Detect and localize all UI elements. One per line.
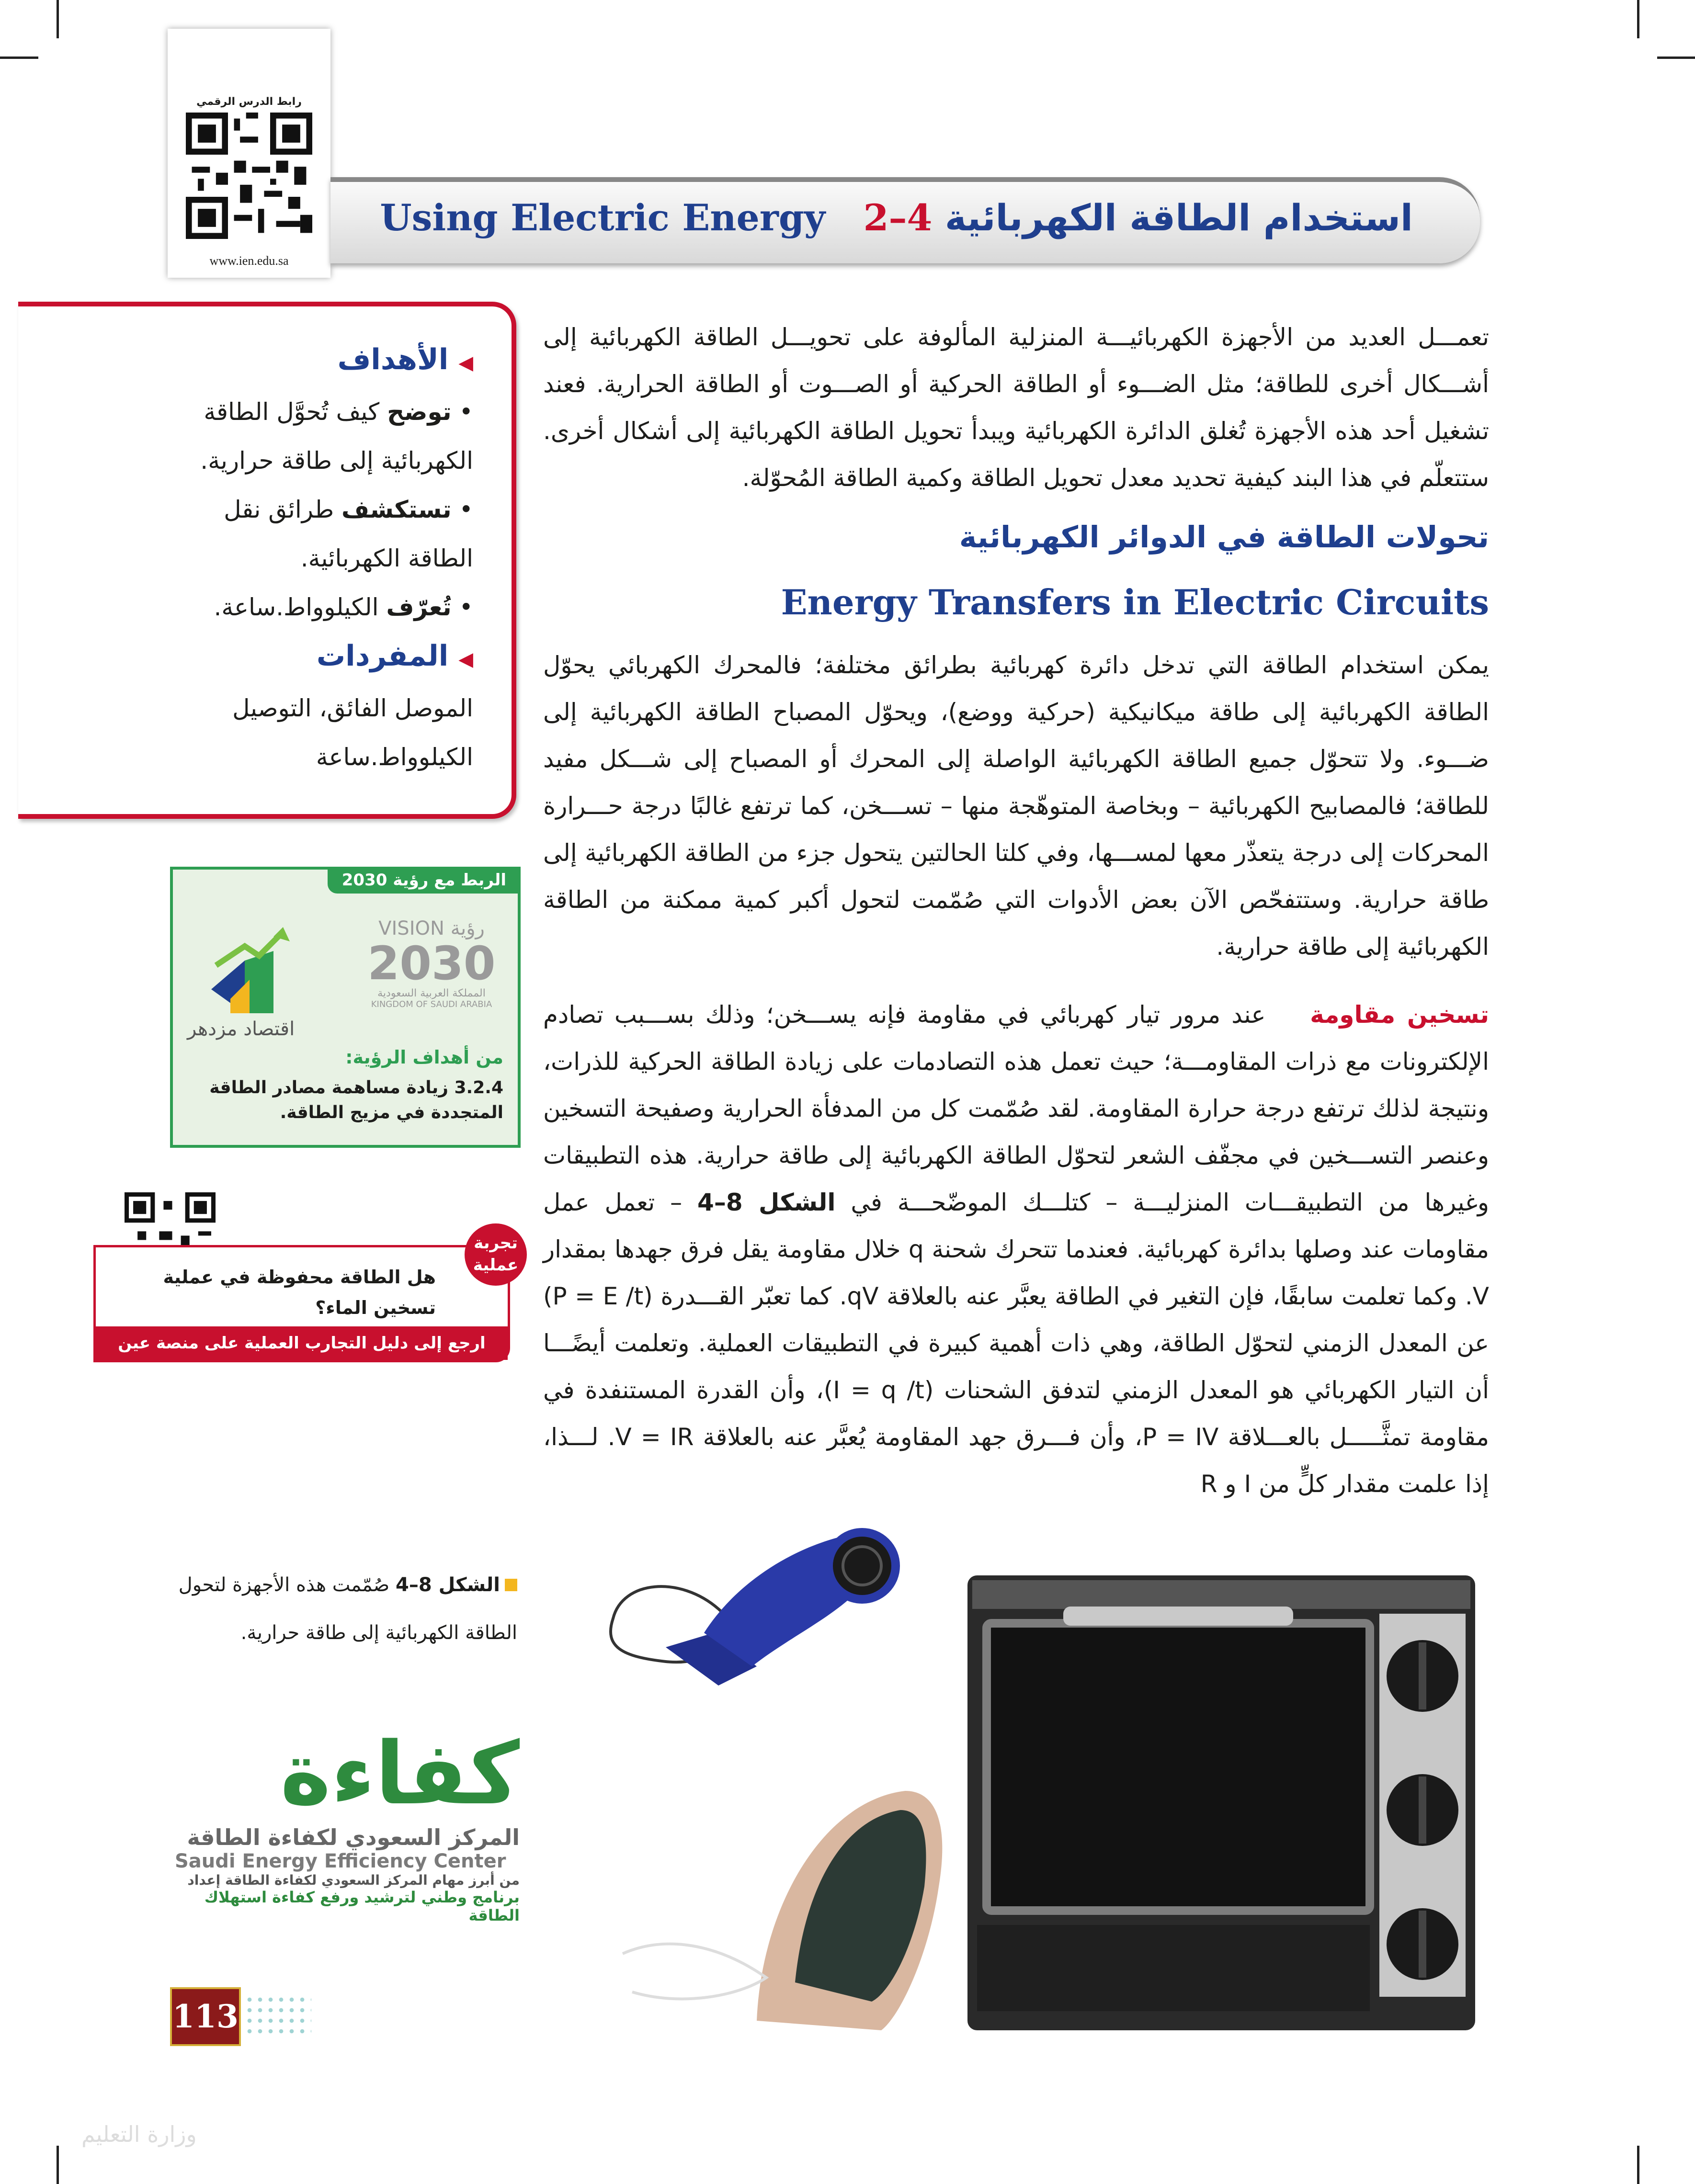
vocab-term: الموصل الفائق bbox=[327, 694, 473, 722]
objective-text: كيف تُحوَّل الطاقة الكهربائية إلى طاقة حرارية. bbox=[200, 398, 473, 475]
efficiency-line-2: برنامج وطني لترشيد ورفع كفاءة استهلاك الطاقة bbox=[204, 1888, 520, 1924]
objective-item: • توضح كيف تُحوَّل الطاقة الكهربائية إلى طاقة حرارية. bbox=[200, 398, 473, 475]
objectives-heading bbox=[186, 335, 473, 387]
vocab-term: التوصيل bbox=[232, 694, 312, 722]
appliances-figure bbox=[594, 1523, 1490, 2035]
ministry-watermark: وزارة التعليم bbox=[81, 2121, 197, 2147]
vision-logo-year: 2030 bbox=[367, 937, 496, 990]
efficiency-name-ar: المركز السعودي لكفاءة الطاقة bbox=[187, 1824, 520, 1850]
heating-text-2: – تعمل عمل مقاومات عند وصلها بدائرة كهربائية. فعندما تتحرك شحنة q خلال مقاومة يقل فرق جهدها بمقدار V. وكما تعلمت سابقًا، فإن التغير في الطاقة يعبَّر عنه بالعلاقة qV. كما تعبّر القـــدرة (P = E /t) عن المعدل الزمني لتحوّل الطاقة، وهي ذات أهمية كبيرة في التطبيقات العملية. وتعلمت أيضًـــا أن التيار الكهربائي هو المعدل الزمني لتدفق الشحنات (I = q /t)، وأن القدرة المستنفدة في مقاومة تمثَّـــــل بالعـــلاقة P = IV، وأن فـــرق جهد المقاومة يُعبَّر عنه بالعلاقة V = IR. لـــذا، إذا علمت مقدار كلٍّ من I و R bbox=[543, 1188, 1490, 1498]
caption-marker-icon bbox=[505, 1579, 517, 1591]
qr-label: رابط الدرس الرقمي bbox=[196, 96, 302, 108]
crop-mark bbox=[57, 2146, 59, 2184]
efficiency-wordmark: كفاءة bbox=[280, 1724, 520, 1824]
energy-efficiency-logo bbox=[170, 1724, 520, 1924]
heating-paragraph bbox=[543, 991, 1489, 1507]
vocabulary-heading bbox=[186, 632, 473, 684]
vision-2030-box bbox=[170, 867, 521, 1148]
crop-mark bbox=[1657, 57, 1695, 59]
vocab-term: الكيلوواط.ساعة bbox=[316, 743, 473, 771]
vision-tag: الربط مع رؤية 2030 bbox=[328, 867, 521, 894]
figure-caption bbox=[168, 1561, 517, 1657]
economy-chart-icon bbox=[202, 922, 297, 1018]
toaster-oven-image bbox=[967, 1575, 1475, 2030]
section-heading-arabic: تحولات الطاقة في الدوائر الكهربائية bbox=[959, 520, 1489, 554]
caption-text: صُمّمت هذه الأجهزة لتحول الطاقة الكهربائية إلى طاقة حرارية. bbox=[178, 1574, 517, 1644]
efficiency-name-en: Saudi Energy Efficiency Center bbox=[175, 1850, 506, 1872]
qr-code-icon[interactable] bbox=[186, 113, 312, 239]
intro-paragraph bbox=[543, 314, 1489, 501]
experiment-footer[interactable]: ارجع إلى دليل التجارب العملية على منصة عين الإثرائية bbox=[96, 1326, 508, 1360]
objective-item: • تُعرّف الكيلوواط.ساعة. bbox=[214, 593, 473, 621]
lesson-title bbox=[380, 196, 1413, 239]
vocabulary-list: الموصل الفائق، التوصيل الكيلوواط.ساعة bbox=[232, 694, 473, 771]
vision-program: اقتصاد مزدهر bbox=[187, 1018, 295, 1040]
section-paragraph bbox=[543, 642, 1489, 970]
objective-item: • تستكشف طرائق نقل الطاقة الكهربائية. bbox=[224, 496, 473, 572]
objective-verb: تُعرّف bbox=[386, 593, 452, 621]
vision-logo bbox=[360, 917, 503, 1009]
lesson-qr-box[interactable] bbox=[168, 29, 330, 278]
crop-mark bbox=[57, 0, 59, 38]
crop-mark bbox=[1637, 2146, 1639, 2184]
experiment-box[interactable] bbox=[93, 1233, 519, 1386]
objectives-list bbox=[186, 387, 473, 632]
section-text: يمكن استخدام الطاقة التي تدخل دائرة كهربائية بطرائق مختلفة؛ فالمحرك الكهربائي يحوّل الطاقة الكهربائية إلى طاقة ميكانيكية (حركية ووضع)، ويحوّل المصباح الطاقة الكهربائية إلى ضـــوء. ولا تتحوّل جميع الطاقة الكهربائية الواصلة إلى المحرك أو المصباح إلى شـــكل مفيد للطاقة؛ فالمصابيح الكهربائية – وبخاصة المتوهّجة منها – تســـخن، كما ترتفع غالبًا درجة حـــرارة المحركات إلى درجة يتعذّر معها لمســـها، وفي كلتا الحالتين يتحول جزء من الطاقة الكهربائية إلى طاقة حرارية. وستتفحّص الآن بعض الأدوات التي صُمّمت لتحول أكبر كمية ممكنة من الطاقة الكهربائية إلى طاقة حرارية. bbox=[543, 651, 1489, 961]
heating-text: عند مرور تيار كهربائي في مقاومة فإنه يســـخن؛ وذلك بســـبب تصادم الإلكترونات مع ذرات المقاومـــة؛ حيث تعمل هذه التصادمات على زيادة الطاقة الحركية للذرات، ونتيجة لذلك ترتفع درجة حرارة المقاومة. لقد صُمّمت كل من المدفأة الحرارية وصفيحة التسخين وعنصر التســـخين في مجفّف الشعر لتحوّل الطاقة الكهربائية إلى طاقة حرارية. هذه التطبيقات وغيرها من التطبيقـــات المنزليـــة – كتلـــك الموضّحـــة في bbox=[543, 1001, 1489, 1216]
heating-label: تسخين مقاومة bbox=[1310, 1001, 1489, 1029]
lesson-title-bar bbox=[330, 177, 1480, 263]
objectives-box bbox=[18, 302, 516, 819]
objective-verb: تستكشف bbox=[341, 496, 452, 523]
vision-logo-ar: رؤية bbox=[450, 917, 485, 939]
objectives-title: الأهداف bbox=[337, 343, 449, 376]
section-heading-english: Energy Transfers in Electric Circuits bbox=[781, 582, 1489, 622]
vision-logo-en: VISION bbox=[378, 917, 444, 939]
triangle-icon: ◀ bbox=[458, 352, 473, 374]
vision-goals-title: من أهداف الرؤية: bbox=[345, 1047, 503, 1068]
crop-mark bbox=[0, 57, 38, 59]
iron-image bbox=[623, 1791, 942, 2030]
hair-dryer-image bbox=[611, 1532, 896, 1686]
title-english: Using Electric Energy bbox=[380, 196, 826, 239]
dot-pattern-icon bbox=[244, 1994, 311, 2037]
vocabulary-title: المفردات bbox=[316, 639, 449, 673]
triangle-icon: ◀ bbox=[458, 648, 473, 670]
experiment-question: هل الطاقة محفوظة في عملية تسخين الماء؟ bbox=[163, 1267, 436, 1318]
title-number: 4–2 bbox=[863, 196, 933, 239]
objective-verb: توضح bbox=[387, 398, 452, 426]
title-arabic: استخدام الطاقة الكهربائية bbox=[944, 196, 1413, 239]
crop-mark bbox=[1637, 0, 1639, 38]
objective-text: طرائق نقل الطاقة الكهربائية. bbox=[224, 496, 473, 572]
caption-ref: الشكل 8–4 bbox=[395, 1574, 500, 1596]
experiment-badge: تجربة عملية bbox=[465, 1223, 527, 1286]
page-number: 113 bbox=[170, 1987, 241, 2046]
intro-text: تعمـــل العديد من الأجهزة الكهربائيـــة المنزلية المألوفة على تحويـــل الطاقة الكهربائية إلى أشـــكال أخرى للطاقة؛ مثل الضـــوء أو الطاقة الحركية أو الصـــوت أو الطاقة الحرارية. فعند تشغيل أحد هذه الأجهزة تُغلق الدائرة الكهربائية ويبدأ تحويل الطاقة الكهربائية إلى أشكال أخرى. ستتعلّم في هذا البند كيفية تحديد معدل تحويل الطاقة وكمية الطاقة المُحوّلة. bbox=[543, 323, 1489, 492]
vision-logo-kingdom-ar: المملكة العربية السعودية bbox=[377, 987, 486, 999]
vision-logo-kingdom-en: KINGDOM OF SAUDI ARABIA bbox=[371, 999, 492, 1009]
figure-reference: الشكل 8–4 bbox=[697, 1188, 836, 1216]
vision-goal: 3.2.4 زيادة مساهمة مصادر الطاقة المتجددة في مزيج الطاقة. bbox=[209, 1078, 503, 1122]
qr-url[interactable]: www.ien.edu.sa bbox=[209, 254, 289, 268]
efficiency-line-1: من أبرز مهام المركز السعودي لكفاءة الطاقة إعداد bbox=[187, 1872, 520, 1888]
objective-text: الكيلوواط.ساعة. bbox=[214, 593, 379, 621]
